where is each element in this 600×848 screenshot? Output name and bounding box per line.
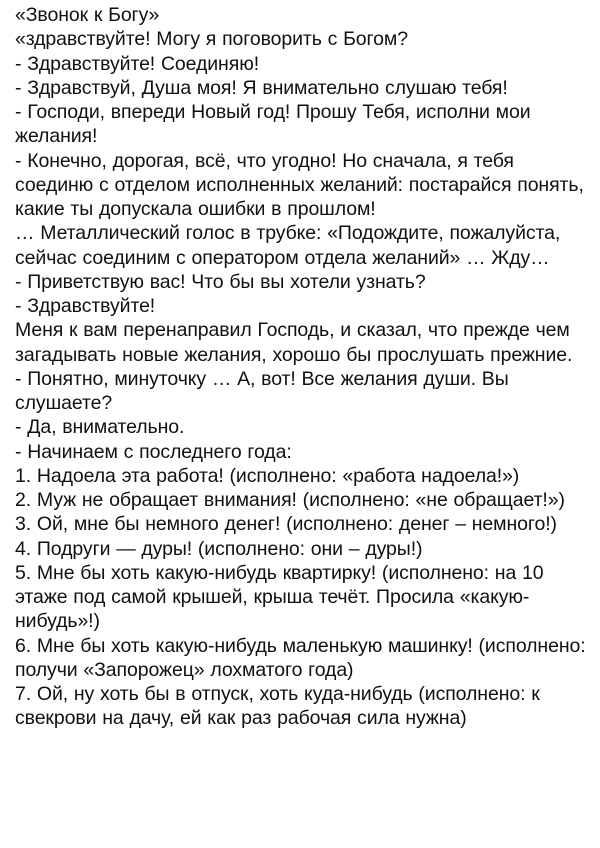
wish-list-item: 3. Ой, мне бы немного денег! (исполнено: денег – немного!)	[15, 513, 557, 536]
dialogue-line: - Понятно, минуточку … А, вот! Все желания души. Вы слушаете?	[15, 367, 509, 414]
narration-line: Меня к вам перенаправил Господь, и сказал, что прежде чем загадывать новые желания, хорошо бы прослушать прежние.	[15, 319, 573, 366]
wish-list-item: 4. Подруги — дуры! (исполнено: они – дуры!)	[15, 537, 423, 560]
wish-list-item: 2. Муж не обращает внимания! (исполнено: «не обращает!»)	[15, 489, 565, 511]
dialogue-line: - Здравствуй, Душа моя! Я внимательно слушаю тебя!	[15, 76, 508, 99]
wish-list-item: 5. Мне бы хоть какую-нибудь квартирку! (исполнено: на 10 этаже под самой крышей, крыша течёт. Просила «какую-нибудь»!)	[15, 561, 544, 633]
dialogue-line: - Начинаем с последнего года:	[15, 440, 292, 463]
dialogue-line: - Да, внимательно.	[15, 416, 185, 439]
document-title: «Звонок к Богу»	[15, 4, 160, 26]
wish-list-item: 6. Мне бы хоть какую-нибудь маленькую машинку! (исполнено: получи «Запорожец» лохматого года)	[15, 634, 586, 681]
wish-list-item: 1. Надоела эта работа! (исполнено: «работа надоела!»)	[15, 464, 520, 487]
dialogue-line: - Конечно, дорогая, всё, что угодно! Но сначала, я тебя соединю с отделом исполненных желаний: постарайся понять, какие ты допускала ошибки в прошлом!	[15, 149, 584, 220]
dialogue-line: - Господи, впереди Новый год! Прошу Тебя, исполни мои желания!	[15, 101, 531, 148]
dialogue-line: «здравствуйте! Могу я поговорить с Богом?	[15, 28, 408, 51]
dialogue-line: - Здравствуйте! Соединяю!	[15, 52, 260, 75]
wish-list-item: 7. Ой, ну хоть бы в отпуск, хоть куда-нибудь (исполнено: к свекрови на дачу, ей как раз рабочая сила нужна)	[15, 683, 540, 730]
narration-line: … Металлический голос в трубке: «Подождите, пожалуйста, сейчас соединим с оператором отдела желаний» … Жду…	[15, 222, 561, 269]
dialogue-line: - Приветствую вас! Что бы вы хотели узнать?	[15, 270, 426, 293]
dialogue-line: - Здравствуйте!	[15, 295, 156, 317]
